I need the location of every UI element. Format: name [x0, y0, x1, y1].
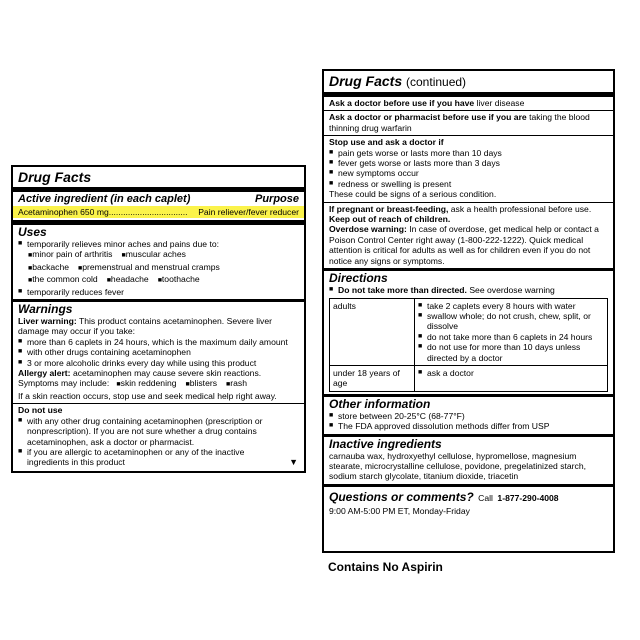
list-item: ■ swallow whole; do not crush, chew, split, or dissolve — [418, 311, 604, 332]
liver-item: ■ 3 or more alcoholic drinks every day while using this product — [18, 358, 299, 368]
liver-warning: Liver warning: This product contains acetaminophen. Severe liver damage may occur if you take: — [18, 316, 272, 337]
symptoms-line: Symptoms may include: ■ skin reddening■ blisters■ rash — [18, 378, 299, 390]
ask-pharmacist: Ask a doctor or pharmacist before use if you are taking the blood thinning drug warfarin — [329, 112, 590, 133]
stop-item: ■ fever gets worse or lasts more than 3 days — [329, 158, 608, 168]
drug-facts-panel-right — [322, 69, 615, 553]
stop-item: ■ redness or swelling is present — [329, 179, 608, 189]
liver-item: ■ more than 6 caplets in 24 hours, which is the maximum daily amount — [18, 337, 299, 347]
other-info-heading: Other information — [329, 396, 431, 411]
questions-hours: 9:00 AM-5:00 PM ET, Monday-Friday — [329, 505, 470, 516]
list-item: ■ ask a doctor — [418, 368, 604, 378]
drug-facts-panel-left — [11, 165, 306, 473]
age-cell: under 18 years of age — [330, 365, 415, 391]
divider — [324, 135, 613, 136]
divider — [324, 92, 613, 97]
divider — [324, 484, 613, 487]
no-aspirin-label: Contains No Aspirin — [328, 560, 443, 574]
ingredient-row: Acetaminophen 650 mg................................. Pain reliever/fever reducer — [13, 206, 304, 218]
inactive-text: carnauba wax, hydroxyethyl cellulose, hypromellose, magnesium stearate, microcrystalline cellulose, povidone, pregelatinized starch, sodium starch glycolate, titanium dioxide, triacetin — [329, 450, 586, 482]
uses-item: ■ temporarily relieves minor aches and pains due to: — [18, 239, 299, 249]
list-item: ■ do not use for more than 10 days unless directed by a doctor — [418, 342, 604, 363]
ask-doctor: Ask a doctor before use if you have liver disease — [329, 98, 525, 108]
divider — [13, 220, 304, 225]
uses-heading: Uses — [18, 225, 47, 239]
divider — [13, 403, 304, 404]
directions-cell — [415, 365, 608, 391]
questions-line: Questions or comments? Call 1-877-290-4008 — [329, 489, 559, 504]
keep-out: Keep out of reach of children. — [329, 214, 451, 225]
divider — [324, 110, 613, 111]
uses-sublist: ■ minor pain of arthritis■ muscular aches ■ backache■ premenstrual and menstrual cramps ■ the common cold■ headache■ toothache — [18, 249, 299, 286]
drug-facts-title: Drug Facts (continued) — [329, 73, 467, 89]
directions-heading: Directions — [329, 271, 388, 286]
list-item: ■ take 2 caplets every 8 hours with water — [418, 301, 604, 311]
do-not-use-item: ■ if you are allergic to acetaminophen or any of the inactive ingredients in this product — [18, 447, 299, 468]
do-not-use-item: ■ with any other drug containing acetaminophen (prescription or nonprescription). If you are not sure whether a drug contains acetaminophen, ask a doctor or pharmacist. — [18, 416, 299, 447]
liver-item: ■ with other drugs containing acetaminophen — [18, 347, 299, 357]
stop-item: ■ pain gets worse or lasts more than 10 days — [329, 148, 608, 158]
do-not-use-heading: Do not use — [18, 405, 63, 416]
pregnant-warning: If pregnant or breast-feeding, ask a health professional before use. — [329, 203, 592, 214]
warnings-heading: Warnings — [18, 302, 73, 317]
stop-note: These could be signs of a serious condition. — [329, 189, 497, 200]
divider — [13, 187, 304, 192]
directions-table — [329, 298, 608, 392]
drug-facts-title: Drug Facts — [18, 169, 92, 185]
other-item: ■ The FDA approved dissolution methods differ from USP — [329, 421, 608, 431]
active-ingredient-header: Active ingredient (in each caplet) Purpose — [18, 193, 299, 205]
inactive-heading: Inactive ingredients — [329, 436, 442, 451]
overdose-warning: Overdose warning: In case of overdose, get medical help or contact a Poison Control Center right away (1-800-222-1222). Quick medical attention is critical for adults as well as for children even if you do not notice any signs or symptoms. — [329, 224, 599, 266]
age-cell: adults — [330, 298, 415, 365]
table-row — [330, 365, 608, 391]
other-item: ■ store between 20-25°C (68-77°F) — [329, 411, 608, 421]
skin-reaction: If a skin reaction occurs, stop use and seek medical help right away. — [18, 390, 277, 401]
divider — [324, 202, 613, 203]
table-row — [330, 298, 608, 365]
uses-item: ■ temporarily reduces fever — [18, 287, 299, 297]
directions-first: ■ Do not take more than directed. See overdose warning — [329, 285, 608, 295]
allergy-alert: Allergy alert: acetaminophen may cause severe skin reactions. — [18, 368, 262, 379]
continue-arrow-icon: ▼ — [289, 457, 298, 467]
list-item: ■ do not take more than 6 caplets in 24 hours — [418, 332, 604, 342]
directions-cell — [415, 298, 608, 365]
stop-use-heading: Stop use and ask a doctor if — [329, 137, 444, 148]
stop-item: ■ new symptoms occur — [329, 168, 608, 178]
